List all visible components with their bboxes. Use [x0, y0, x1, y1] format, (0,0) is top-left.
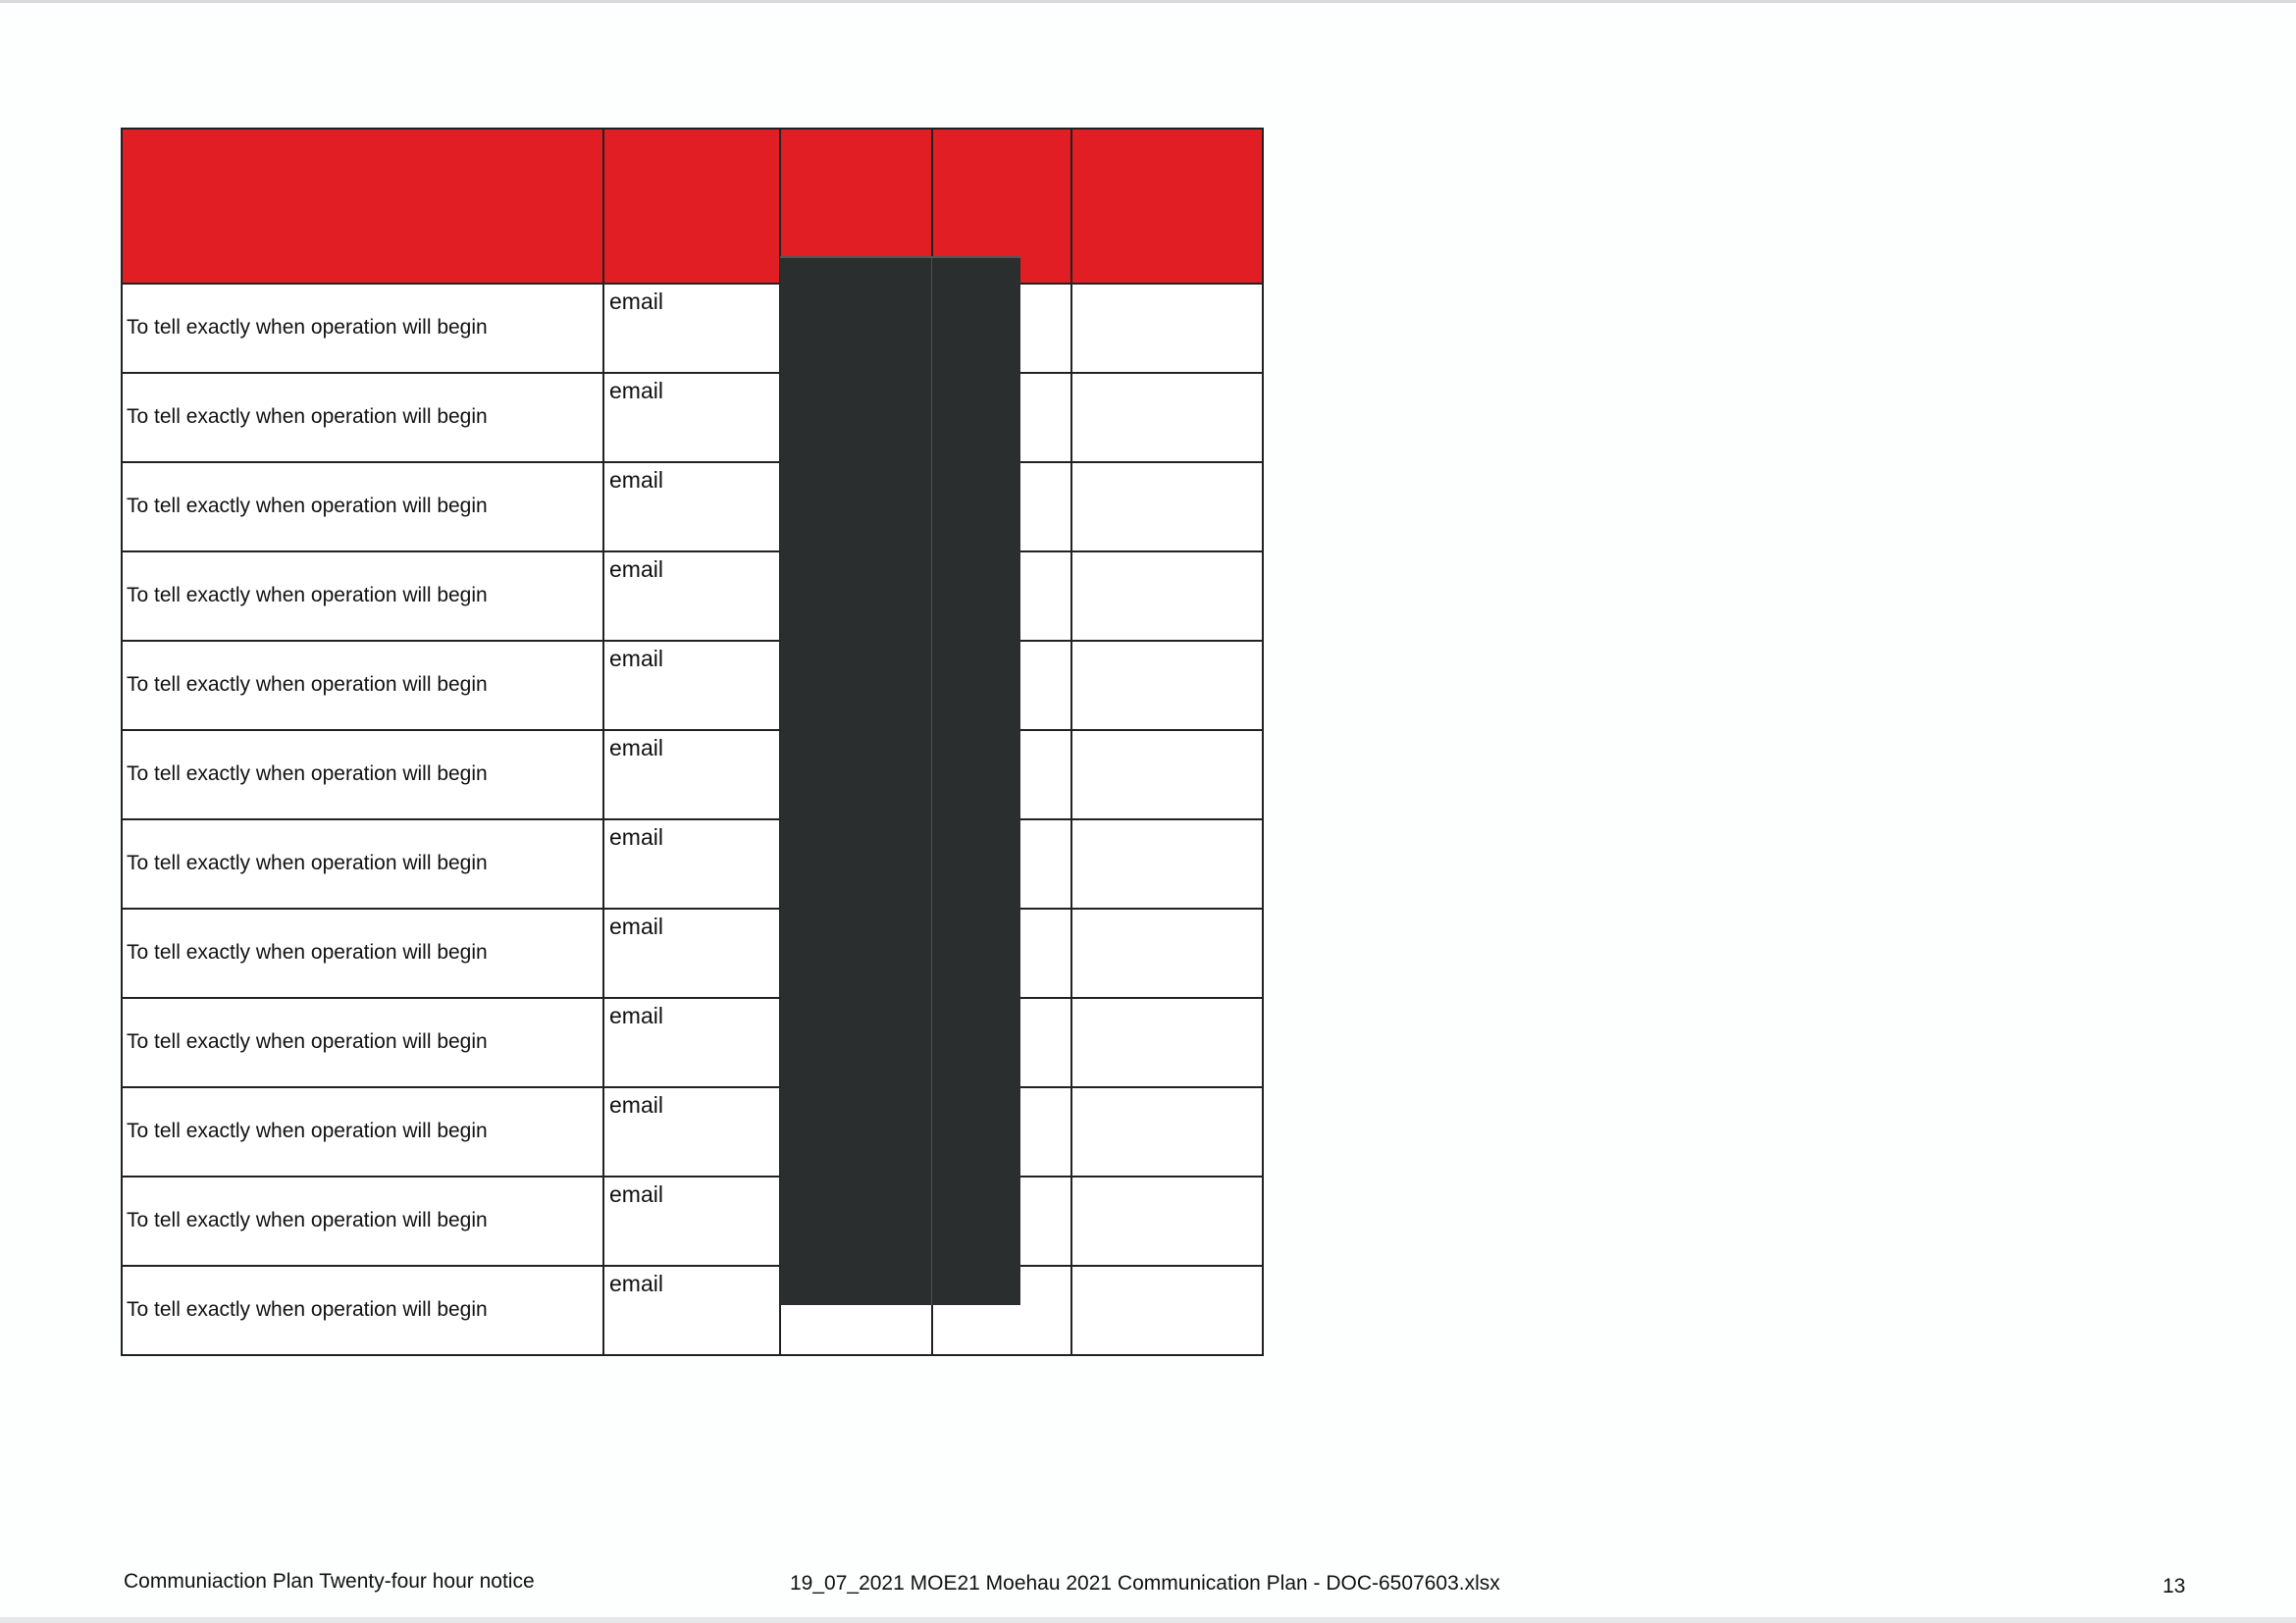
method-cell — [603, 998, 780, 1087]
table-row — [122, 1266, 1263, 1355]
table-row — [122, 1177, 1263, 1266]
footer-file-name: 19_07_2021 MOE21 Moehau 2021 Communication Plan - DOC-6507603.xlsx — [790, 1572, 1500, 1595]
purpose-cell — [122, 462, 603, 551]
method-text: email — [609, 467, 663, 493]
method-cell — [603, 1266, 780, 1355]
table-row — [122, 551, 1263, 641]
method-cell — [603, 462, 780, 551]
table-row — [122, 641, 1263, 730]
method-text: email — [609, 735, 663, 760]
purpose-cell — [122, 730, 603, 819]
method-text: email — [609, 1271, 663, 1296]
empty-cell-5 — [1071, 551, 1263, 641]
method-cell — [603, 730, 780, 819]
footer-page-number: 13 — [2163, 1575, 2186, 1597]
purpose-text: To tell exactly when operation will begin — [127, 673, 488, 696]
method-text: email — [609, 1092, 663, 1118]
method-cell — [603, 819, 780, 909]
footer-sheet-name: Communiaction Plan Twenty-four hour notice — [124, 1570, 535, 1593]
method-cell — [603, 1087, 780, 1177]
empty-cell-5 — [1071, 1177, 1263, 1266]
method-cell — [603, 641, 780, 730]
header-cell-method — [603, 129, 780, 284]
table-body — [122, 284, 1263, 1355]
purpose-cell — [122, 641, 603, 730]
method-text: email — [609, 378, 663, 403]
method-cell — [603, 909, 780, 998]
method-text: email — [609, 288, 663, 314]
purpose-cell — [122, 909, 603, 998]
empty-cell-5 — [1071, 998, 1263, 1087]
purpose-text: To tell exactly when operation will begin — [127, 584, 488, 606]
table-row — [122, 284, 1263, 373]
empty-cell-5 — [1071, 909, 1263, 998]
method-cell — [603, 1177, 780, 1266]
purpose-cell — [122, 1266, 603, 1355]
empty-cell-5 — [1071, 1087, 1263, 1177]
empty-cell-5 — [1071, 819, 1263, 909]
purpose-cell — [122, 998, 603, 1087]
table-row — [122, 730, 1263, 819]
purpose-text: To tell exactly when operation will begin — [127, 405, 488, 428]
table-row — [122, 373, 1263, 462]
purpose-cell — [122, 284, 603, 373]
purpose-text: To tell exactly when operation will begin — [127, 762, 488, 785]
purpose-text: To tell exactly when operation will begin — [127, 1209, 488, 1231]
purpose-text: To tell exactly when operation will begin — [127, 1120, 488, 1142]
method-text: email — [609, 914, 663, 939]
table-row — [122, 819, 1263, 909]
method-cell — [603, 284, 780, 373]
method-text: email — [609, 1003, 663, 1028]
table-row — [122, 1087, 1263, 1177]
table-row — [122, 462, 1263, 551]
empty-cell-5 — [1071, 641, 1263, 730]
method-cell — [603, 551, 780, 641]
header-cell-purpose — [122, 129, 603, 284]
empty-cell-5 — [1071, 284, 1263, 373]
empty-cell-5 — [1071, 373, 1263, 462]
purpose-text: To tell exactly when operation will begin — [127, 1298, 488, 1321]
header-cell-5 — [1071, 129, 1263, 284]
purpose-cell — [122, 1087, 603, 1177]
method-text: email — [609, 646, 663, 671]
purpose-text: To tell exactly when operation will begin — [127, 1030, 488, 1053]
scan-bottom-edge — [0, 1617, 2296, 1623]
empty-cell-5 — [1071, 730, 1263, 819]
purpose-cell — [122, 1177, 603, 1266]
communication-plan-table — [121, 128, 1264, 1356]
method-text: email — [609, 556, 663, 582]
purpose-cell — [122, 551, 603, 641]
method-text: email — [609, 1181, 663, 1207]
empty-cell-5 — [1071, 462, 1263, 551]
redaction-column-divider — [931, 258, 932, 1305]
table-row — [122, 909, 1263, 998]
table-row — [122, 998, 1263, 1087]
purpose-cell — [122, 819, 603, 909]
purpose-text: To tell exactly when operation will begin — [127, 495, 488, 517]
empty-cell-5 — [1071, 1266, 1263, 1355]
table-header-row — [122, 129, 1263, 284]
purpose-text: To tell exactly when operation will begin — [127, 316, 488, 339]
redaction-block — [780, 256, 1020, 1305]
method-cell — [603, 373, 780, 462]
purpose-cell — [122, 373, 603, 462]
scan-top-edge — [0, 0, 2296, 3]
purpose-text: To tell exactly when operation will begin — [127, 941, 488, 964]
purpose-text: To tell exactly when operation will begin — [127, 852, 488, 874]
method-text: email — [609, 824, 663, 850]
